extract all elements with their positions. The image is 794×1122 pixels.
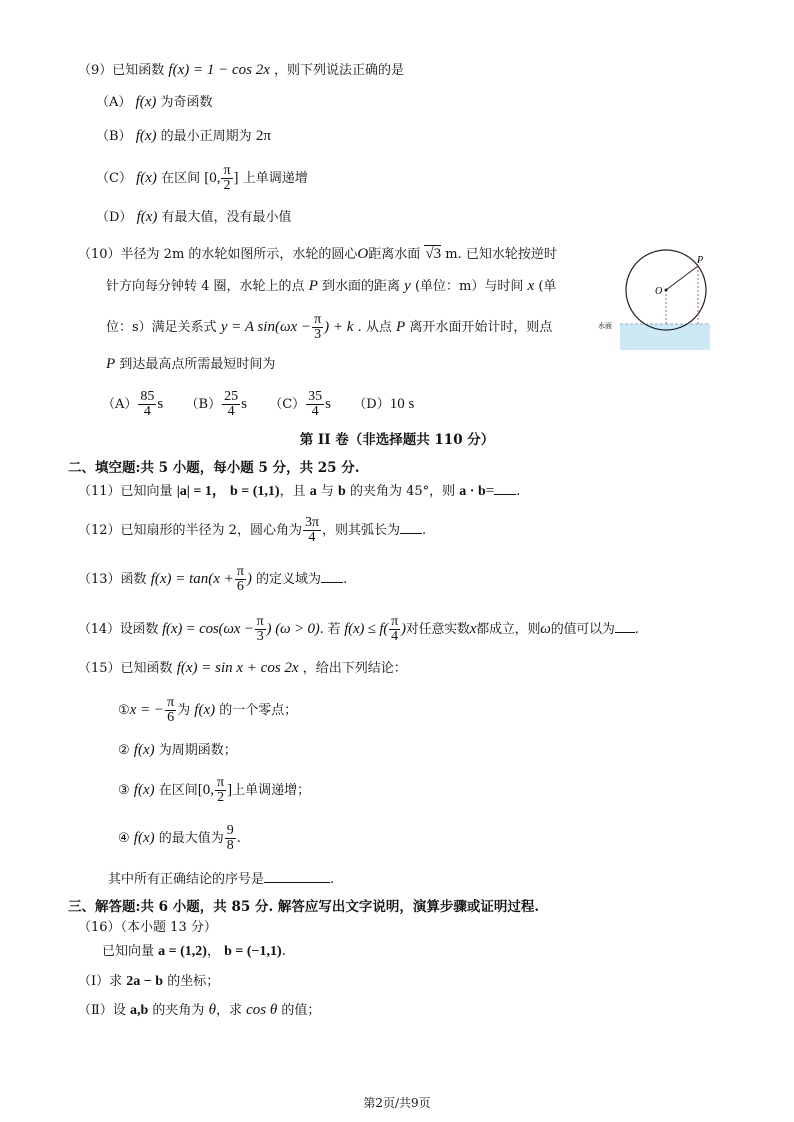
q10-text: 到水面的距离 <box>322 279 401 294</box>
point-symbol: P <box>308 278 318 294</box>
fraction-numerator: 25 <box>224 389 239 404</box>
fraction-denominator: 8 <box>226 838 234 853</box>
q14-function: f(x) = cos(ωx − <box>162 621 254 637</box>
option-label: （C） <box>269 397 306 412</box>
conclusion-text: 上单调递增； <box>232 783 311 798</box>
fraction-numerator: π <box>236 564 244 579</box>
fraction <box>165 696 176 725</box>
q9-stem-text: （9）已知函数 <box>78 63 165 78</box>
q13-text: （13）函数 <box>78 572 147 587</box>
omega-symbol: ω <box>540 621 551 637</box>
fraction-denominator: 4 <box>391 629 398 644</box>
q10-text: 位：s）满足关系式 <box>106 320 217 335</box>
q15-text: ，给出下列结论： <box>302 661 407 676</box>
q15-conclusion-1 <box>118 690 297 731</box>
q15-conclusion-2 <box>118 740 237 761</box>
fraction-numerator: 85 <box>140 389 155 404</box>
q16-text: （Ⅱ）设 <box>78 1003 126 1018</box>
q10-text: (单位：m）与时间 <box>414 279 524 294</box>
interval-close: ] <box>233 170 239 186</box>
fraction <box>255 615 266 644</box>
q10-formula: y = A sin(ωx − <box>220 319 312 335</box>
option-text: 上单调递增 <box>242 171 308 186</box>
fraction-denominator: 4 <box>143 404 151 419</box>
q9-option-a <box>96 92 213 113</box>
section3-title: 三、解答题:共 6 小题，共 85 分. 解答应写出文字说明，演算步骤或证明过程. <box>68 899 540 915</box>
q10-line3 <box>106 308 552 347</box>
q9-stem-tail: ，则下列说法正确的是 <box>274 63 405 78</box>
option-fx: f(x) <box>136 209 158 225</box>
option-fx: f(x) <box>135 94 157 110</box>
fraction <box>221 164 232 193</box>
interval-open: [0, <box>197 782 215 798</box>
part2-title: 第 II 卷（非选择题共 110 分） <box>299 432 495 448</box>
fraction-numerator: π <box>256 614 264 629</box>
page-footer: 第2页/共9页 <box>363 1096 431 1110</box>
q16-text: . <box>281 944 286 959</box>
answer-blank[interactable] <box>321 582 343 583</box>
q14-condition: (ω > 0) <box>275 621 320 637</box>
q11-text: ，且 <box>279 484 306 499</box>
conclusion-text: 为周期函数； <box>158 743 237 758</box>
option-text: 在区间 <box>161 171 201 186</box>
fraction-numerator: π <box>391 614 398 629</box>
point-symbol: P <box>106 356 116 372</box>
theta-symbol: θ <box>208 1002 216 1018</box>
section2-title: 二、填空题:共 5 小题，每小题 5 分，共 25 分. <box>68 460 360 476</box>
q10-text: 距离水面 <box>368 247 421 262</box>
q16-text: 的坐标； <box>167 974 220 989</box>
q13-function: ) <box>246 571 252 587</box>
q9-option-c <box>96 160 308 197</box>
q13-text: 的定义域为 <box>256 572 322 587</box>
conclusion-number: ① <box>118 703 130 718</box>
q14: （14）设函数 f(x) = cos(ωx − $\frac{\pi}{3}$ ) (ω > 0). 若 f(x) ≤ f( $\frac{\pi}{4}$ )对任意实数x都成立，则ω的值可以为 . <box>78 614 639 644</box>
q15-text: （15）已知函数 <box>78 661 173 676</box>
option-label: （D） <box>96 210 133 225</box>
q14-function: ) <box>266 621 272 637</box>
q10-line4 <box>106 354 275 375</box>
fraction-denominator: 2 <box>223 178 231 193</box>
q9-option-d <box>96 207 292 228</box>
q13-function: f(x) = tan(x + <box>150 571 234 587</box>
vector-b-value: b = (−1,1) <box>224 944 282 959</box>
answer-blank[interactable] <box>615 632 635 633</box>
option-text: 的最小正周期为 <box>160 129 252 144</box>
fraction <box>312 313 323 342</box>
q16-expression: 2a − b <box>126 974 164 989</box>
option-fx: f(x) <box>136 170 157 186</box>
q16-text: ，求 <box>215 1003 242 1018</box>
q16-head: （16）（本小题 13 分） <box>78 920 217 935</box>
option-label: （A） <box>102 397 138 412</box>
q14-inequality: f(x) ≤ f( <box>344 621 389 637</box>
conclusion-text: 在区间 <box>158 783 198 798</box>
fraction-numerator: π <box>223 163 231 178</box>
fraction <box>225 824 236 853</box>
q12-text: （12）已知扇形的半径为 2，圆心角为 <box>78 523 302 538</box>
q11: （11）已知向量 |a| = 1， b = (1,1)，且 a 与 b 的夹角为 45°，则 a · b= . <box>78 483 521 499</box>
q13: （13）函数 f(x) = tan(x + $\frac{\pi}{6}$ ) 的定义域为 . <box>78 564 348 594</box>
q10-text: 离开水面开始计时，则点 <box>409 320 553 335</box>
wheel-radius-line <box>666 266 698 290</box>
conclusion-number: ③ <box>118 783 130 798</box>
q9-option-b <box>96 126 271 147</box>
q9-function: f(x) = 1 − cos 2x <box>168 62 270 78</box>
option-unit: s <box>157 396 164 412</box>
q14-text: . 若 <box>319 622 341 637</box>
fraction-denominator: 2 <box>217 790 225 805</box>
equals-sign: = <box>485 483 495 499</box>
fraction-numerator: π <box>314 312 322 327</box>
q10-text: 到达最高点所需最短时间为 <box>119 357 276 372</box>
q11-text: （11）已知向量 <box>78 484 173 499</box>
q15-conclusion-3 <box>118 770 310 811</box>
q16-vectors: a,b <box>129 1003 149 1018</box>
q14-text: 都成立，则 <box>476 622 541 637</box>
q12: （12）已知扇形的半径为 2，圆心角为 $\frac{3\pi}{4}$ ，则其弧长为 . <box>78 515 427 545</box>
conclusion-text: 为 <box>177 703 191 718</box>
water-area <box>620 324 710 350</box>
option-fx: f(x) <box>135 128 157 144</box>
q15-text: . <box>330 872 335 887</box>
option-label: （D） <box>353 397 390 412</box>
y-symbol: y <box>404 278 411 294</box>
q10-line1 <box>78 244 557 265</box>
dot-product: a · b <box>459 484 486 499</box>
q11-vector-b: b = (1,1) <box>229 484 280 499</box>
fraction-numerator: 9 <box>226 823 234 838</box>
fraction-denominator: 4 <box>227 404 235 419</box>
fraction-denominator: 3 <box>314 327 322 342</box>
q10-line2 <box>106 276 556 297</box>
fraction-numerator: π <box>217 775 225 790</box>
x-symbol: x <box>469 621 477 637</box>
option-text: 10 s <box>389 396 415 412</box>
fraction-denominator: 4 <box>308 530 316 545</box>
conclusion-fx: f(x) <box>133 782 155 798</box>
fraction <box>306 390 324 419</box>
center-label: O <box>655 286 663 297</box>
vector-a-value: a = (1,2) <box>158 944 207 959</box>
fraction-numerator: 35 <box>308 389 323 404</box>
conclusion-fx: f(x) <box>194 702 216 718</box>
q10-formula: ) + k <box>324 319 354 335</box>
q16-text: 的夹角为 <box>152 1003 205 1018</box>
q10-text: . 从点 <box>357 320 392 335</box>
conclusion-fx: f(x) <box>133 742 155 758</box>
q16-part1 <box>78 972 219 992</box>
fraction <box>215 776 226 805</box>
q10-options <box>102 384 414 425</box>
q14-text: 对任意实数 <box>405 622 470 637</box>
q11-vector-a: |a| = 1， <box>176 484 226 499</box>
conclusion-fx: f(x) <box>133 830 155 846</box>
fraction <box>138 390 156 419</box>
option-unit: s <box>241 396 247 412</box>
q12-text: ，则其弧长为 <box>322 523 401 538</box>
q15-stem <box>78 658 407 679</box>
q15-function: f(x) = sin x + cos 2x <box>176 660 299 676</box>
q16-text: 的值； <box>281 1003 321 1018</box>
vector-a: a <box>309 484 317 499</box>
option-text: 有最大值，没有最小值 <box>161 210 292 225</box>
conclusion-text: 的一个零点； <box>219 703 298 718</box>
q11-text: 的夹角为 45°，则 <box>349 484 456 499</box>
interval-open: [0, <box>204 170 221 186</box>
fraction-denominator: 3 <box>256 629 264 644</box>
fraction-denominator: 6 <box>236 579 244 594</box>
option-label: （A） <box>96 95 132 110</box>
center-dot <box>665 289 668 292</box>
q15-text: 其中所有正确结论的序号是 <box>108 872 265 887</box>
option-value: 2π <box>255 128 271 144</box>
q10-text: m. 已知水轮按逆时 <box>445 247 557 262</box>
conclusion-formula: x = − <box>129 702 165 718</box>
conclusion-number: ② <box>118 743 130 758</box>
center-symbol: O <box>357 246 369 262</box>
conclusion-text: . <box>236 831 241 846</box>
point-label: P <box>697 255 704 266</box>
option-unit: s <box>325 396 331 412</box>
q10-text: （10）半径为 2m 的水轮如图所示，水轮的圆心 <box>78 247 358 262</box>
option-label: （C） <box>96 171 132 186</box>
q14-inequality: ) <box>400 621 406 637</box>
q14-text: 的值可以为 <box>550 622 615 637</box>
option-label: （B） <box>96 129 132 144</box>
answer-blank[interactable] <box>264 882 330 883</box>
cos-theta: cos θ <box>246 1002 278 1018</box>
q9-stem <box>78 60 404 81</box>
fraction <box>235 565 246 594</box>
fraction <box>303 516 321 545</box>
interval-close: ] <box>227 782 233 798</box>
q16-text: ， <box>206 944 220 959</box>
vector-b: b <box>338 484 346 499</box>
q15-conclusion-4 <box>118 818 241 859</box>
sqrt-value: √3 <box>425 246 442 262</box>
q16-part2 <box>78 1000 320 1021</box>
water-wheel-figure <box>598 244 714 354</box>
q10-text: (单 <box>538 279 557 294</box>
fraction-numerator: π <box>167 695 175 710</box>
conclusion-number: ④ <box>118 831 130 846</box>
q14-text: （14）设函数 <box>78 622 159 637</box>
option-text: 为奇函数 <box>160 95 213 110</box>
fraction <box>222 390 240 419</box>
q10-text: 针方向每分钟转 4 圈，水轮上的点 <box>106 279 305 294</box>
conclusion-text: 的最大值为 <box>158 831 224 846</box>
fraction <box>389 615 400 644</box>
answer-blank[interactable] <box>400 533 422 534</box>
point-symbol: P <box>396 319 406 335</box>
fraction-denominator: 6 <box>167 710 175 725</box>
water-label: 水面 <box>598 322 612 330</box>
answer-blank[interactable] <box>494 494 516 495</box>
q16-text: （Ⅰ）求 <box>78 974 123 989</box>
q16-given <box>102 942 286 962</box>
q16-text: 已知向量 <box>102 944 155 959</box>
q15-final <box>108 870 334 890</box>
fraction-numerator: 3π <box>304 515 320 530</box>
fraction-denominator: 4 <box>311 404 319 419</box>
x-symbol: x <box>527 278 535 294</box>
q11-text: 与 <box>320 484 334 499</box>
option-label: （B） <box>185 397 222 412</box>
